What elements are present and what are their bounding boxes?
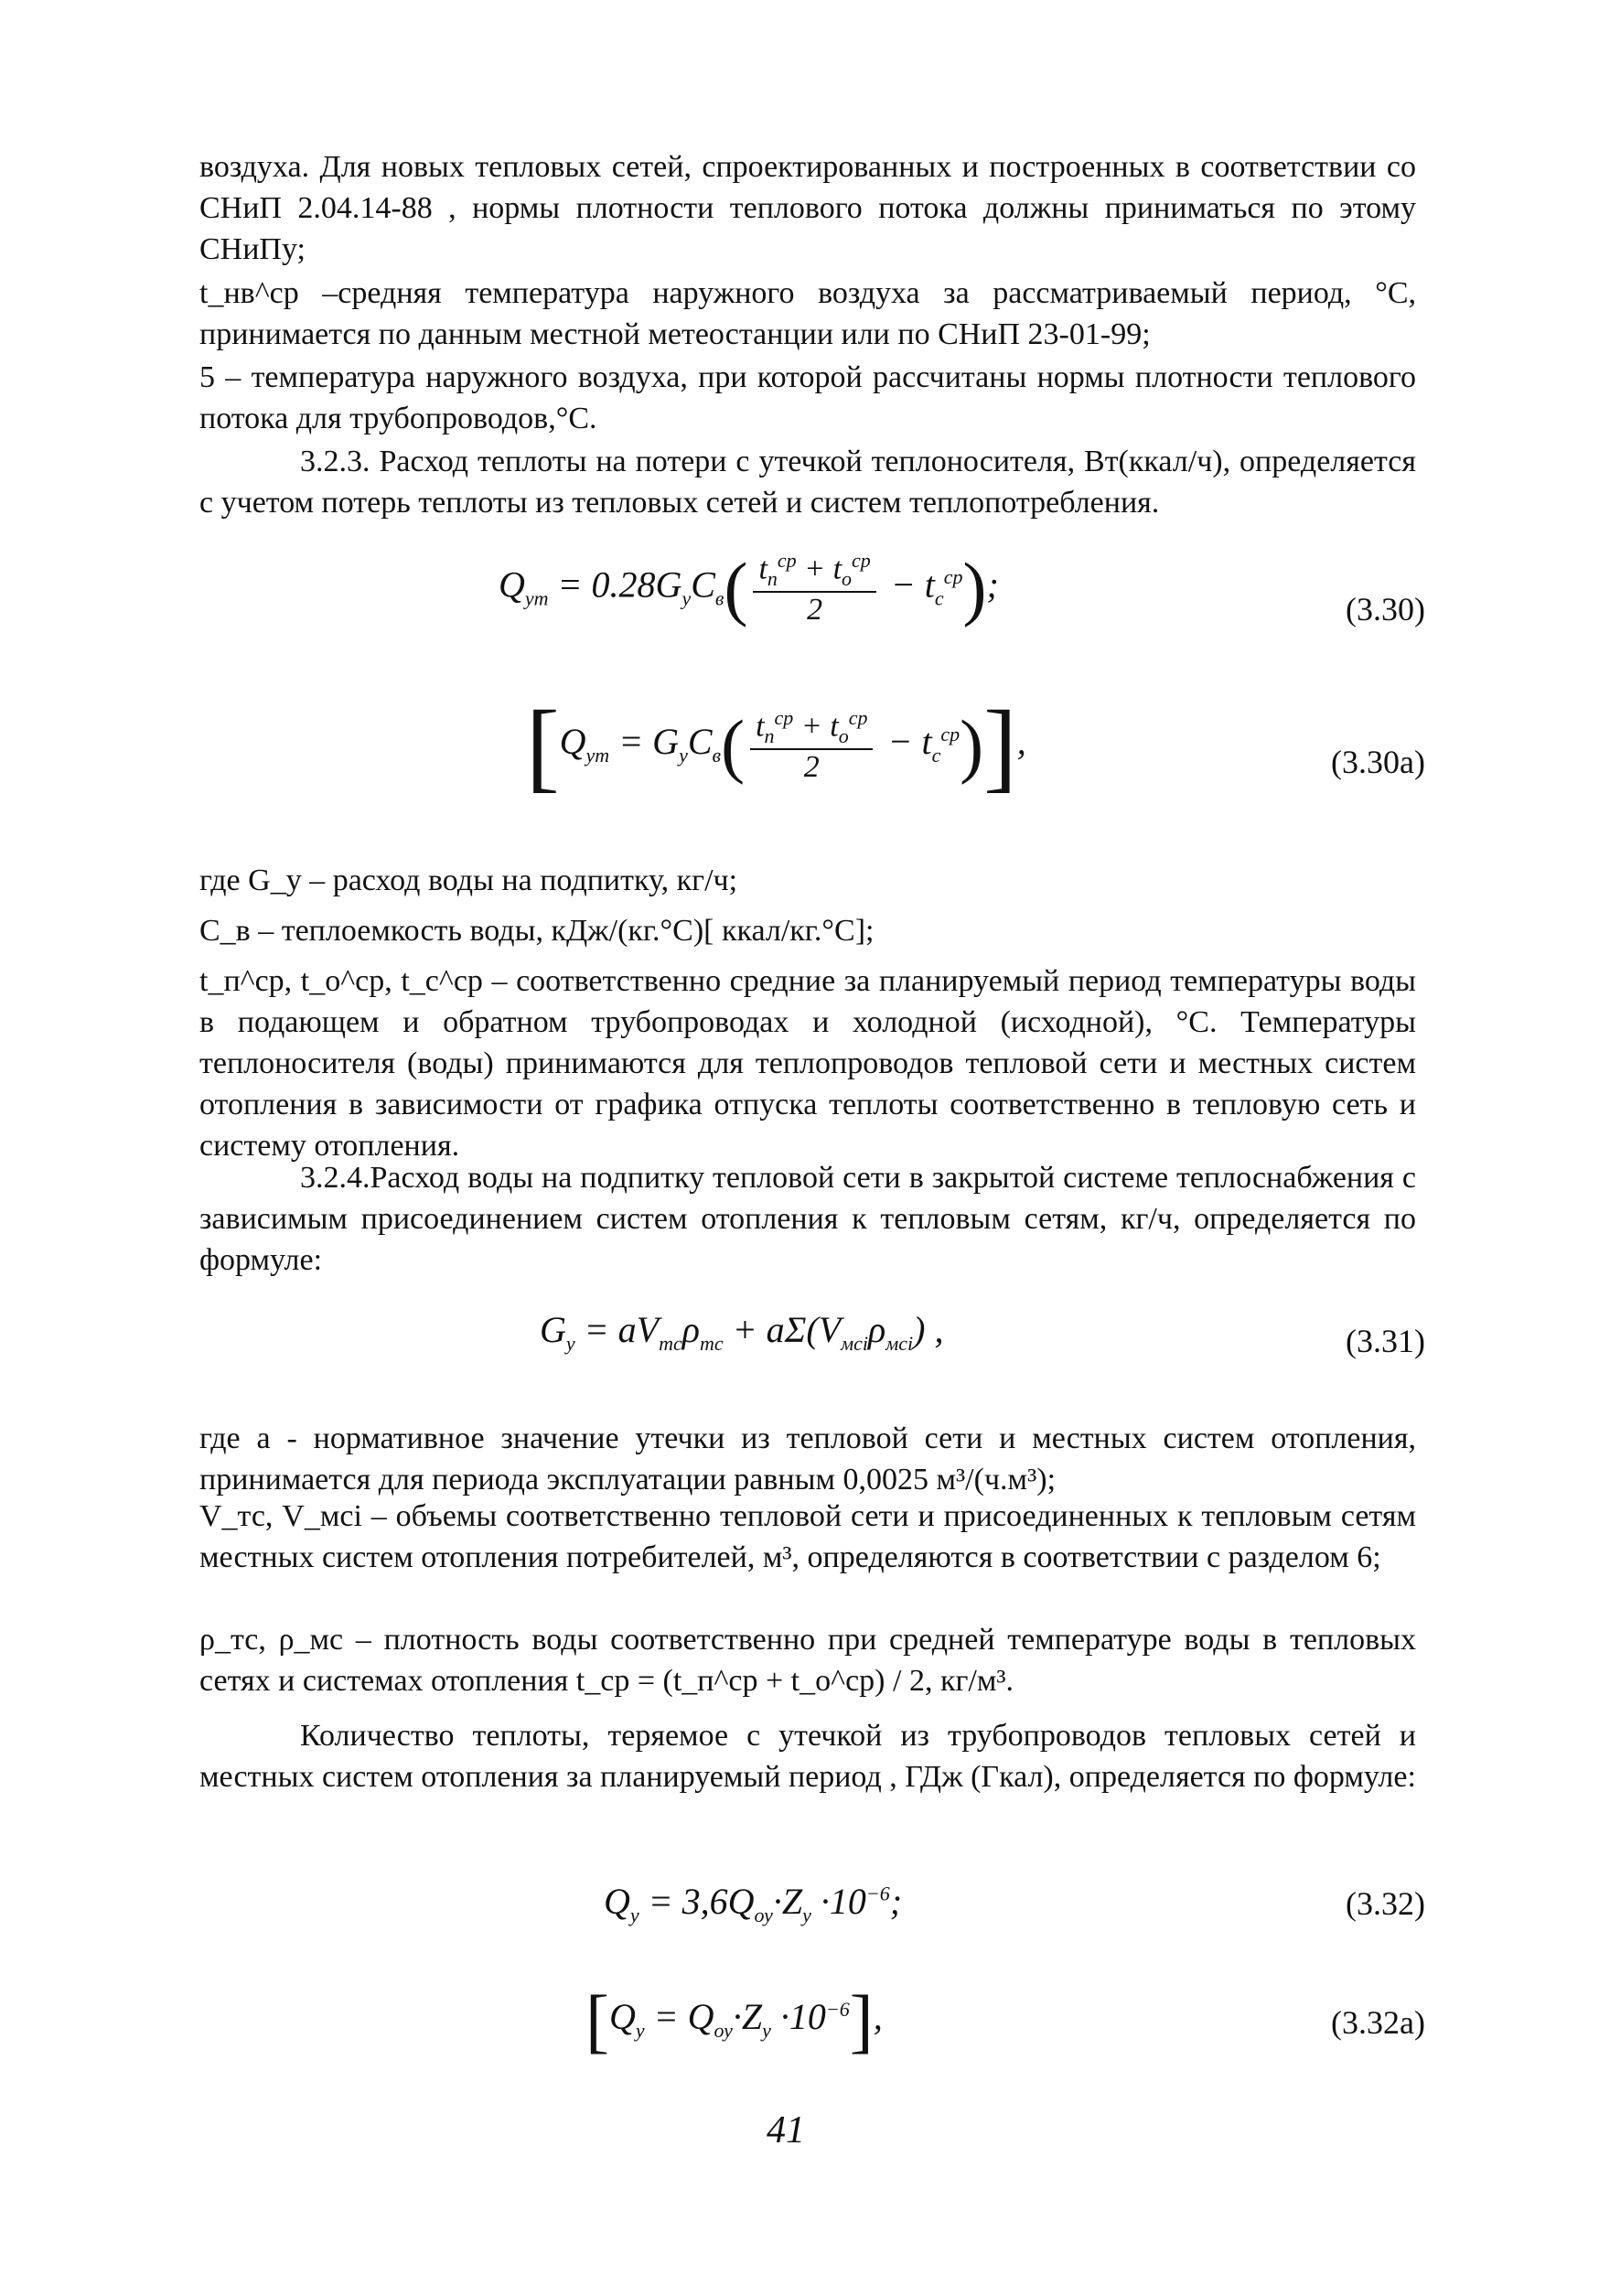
paragraph-5: где G_у – расход воды на подпитку, кг/ч; [199,864,738,897]
paragraph-8: 3.2.4.Расход воды на подпитку тепловой сети в закрытой системе теплоснабжения с зависимым присоединением систем отопления к тепловым сетям, кг/ч, определяется по формуле: [199,1161,1416,1277]
paragraph-2: t_нв^ср –средняя температура наружного воздуха за рассматриваемый период, °С, принимается по данным местной метеостанции или по СНиП 23-01-99; [199,276,1416,351]
formula-3-31: $G_у = aV_{тс}\rho_{тс} + a\Sigma(V_{мсi}\rho_{мсi})$ , [540,1309,944,1355]
formula-3-30a: [$Q_{ут} = G_уC_в$( $\frac{t_п^{ср} + t_о^{ср}}{2}$ − $t_с^{ср}$)], [526,690,1026,801]
formula-3-30: $Q_{ут} = 0.28G_уC_в$( $\frac{t_п^{ср} + t_о^{ср}}{2}$ − $t_с^{ср}$); [499,548,999,628]
formula-3-32a: $[Q_у = Q_{оу}\cdot Z_у \cdot 10^{-6}]$, [585,1980,883,2060]
paragraph-6: C_в – теплоемкость воды, кДж/(кг.°С)[ ккал/кг.°С]; [199,914,875,948]
page-number: 41 [767,2109,805,2151]
paragraph-1: воздуха. Для новых тепловых сетей, спроектированных и построенных в соответствии со СНиП 2.04.14-88 , нормы плотности теплового потока должны приниматься по этому СНиПу; [199,150,1416,266]
paragraph-12: Количество теплоты, теряемое с утечкой из трубопроводов тепловых сетей и местных систем отопления за планируемый период , ГДж (Гкал), определяется по формуле: [199,1719,1416,1794]
equation-number-3-30: (3.30) [1346,591,1425,628]
equation-number-3-30a: (3.30a) [1331,744,1425,780]
paragraph-3: 5 – температура наружного воздуха, при которой рассчитаны нормы плотности теплового потока для трубопроводов,°С. [199,360,1416,435]
paragraph-4: 3.2.3. Расход теплоты на потери с утечкой теплоносителя, Вт(ккал/ч), определяется с учетом потерь теплоты из тепловых сетей и систем теплопотребления. [199,445,1416,520]
equation-number-3-32a: (3.32a) [1331,2004,1425,2041]
formula-3-32: $Q_у = 3,6Q_{оу}\cdot Z_у \cdot 10^{-6}$; [604,1881,903,1926]
paragraph-10: V_тс, V_мсi – объемы соответственно тепловой сети и присоединенных к тепловым сетям местных систем отопления потребителей, м³, определяются в соответствии с разделом 6; [199,1499,1416,1574]
paragraph-11: ρ_тс, ρ_мс – плотность воды соответственно при средней температуре воды в тепловых сетях и системах отопления t_ср = (t_п^ср + t_о^ср) / 2, кг/м³. [199,1623,1416,1698]
equation-number-3-31: (3.31) [1346,1323,1425,1359]
paragraph-7: t_п^ср, t_о^ср, t_с^ср – соответственно средние за планируемый период температуры воды в подающем и обратном трубопроводах и холодной (исходной), °С. Температуры теплоносителя (воды) принимаются для теплопроводов тепловой сети и местных систем отопления в зависимости от графика отпуска теплоты соответственно в тепловую сеть и систему отопления. [199,964,1416,1163]
equation-number-3-32: (3.32) [1346,1885,1425,1922]
paragraph-9: где a - нормативное значение утечки из тепловой сети и местных систем отопления, принимается для периода эксплуатации равным 0,0025 м³/(ч.м³); [199,1422,1416,1497]
